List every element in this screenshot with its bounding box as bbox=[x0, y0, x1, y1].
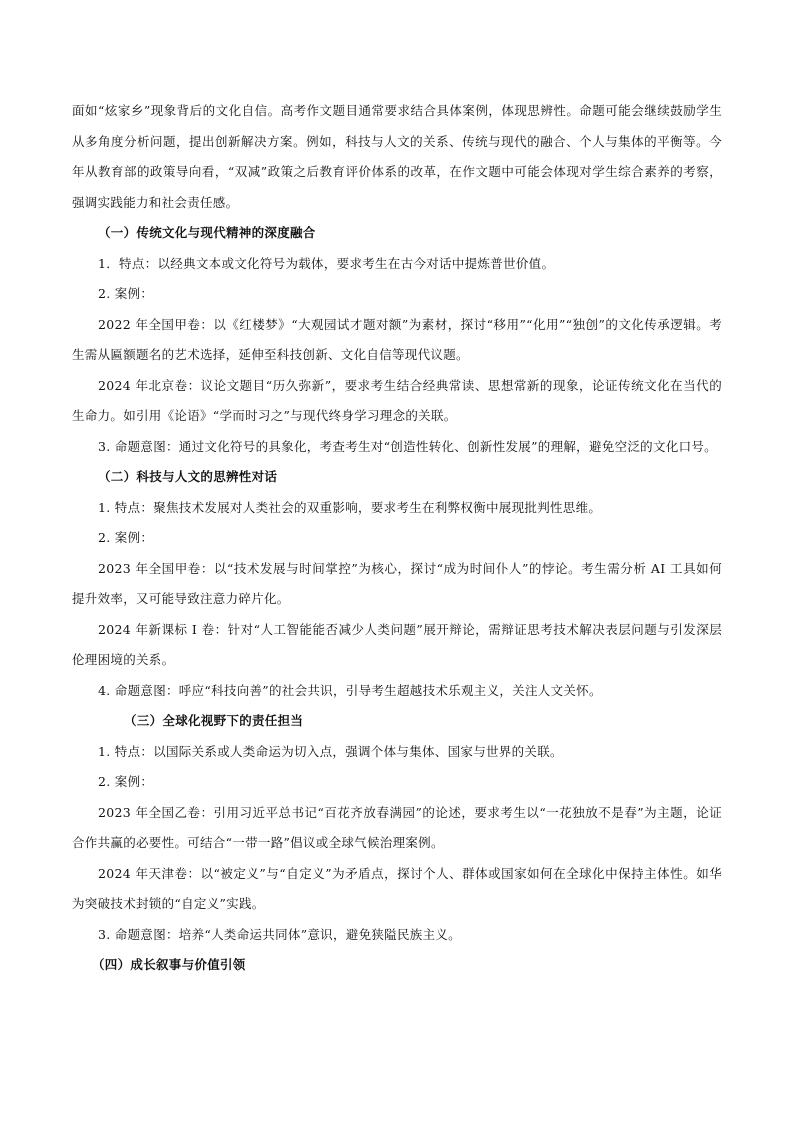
section-3-case-label: 2. 案例： bbox=[98, 774, 154, 789]
section-2-feature: 1. 特点：聚焦技术发展对人类社会的双重影响，要求考生在利弊权衡中展现批判性思维。 bbox=[98, 499, 602, 515]
intro-paragraph: 面如“炫家乡”现象背后的文化自信。高考作文题目通常要求结合具体案例，体现思辨性。命题可能会继续鼓励学生从多角度分析问题，提出创新解决方案。例如，科技与人文的关系、传统与现代的融合、个人与集体的平衡等。今年从教育部的政策导向看，“双减”政策之后教育评价体系的改革，在作文题中可能会体现对学生综合素养的考察，强调实践能力和社会责任感。 bbox=[72, 103, 722, 210]
section-heading-2: （二）科技与人文的思辨性对话 bbox=[98, 469, 278, 484]
section-2-case-1: 2023 年全国甲卷：以“技术发展与时间掌控”为核心，探讨“成为时间仆人”的悖论。考生需分析 AI 工具如何提升效率，又可能导致注意力碎片化。 bbox=[72, 560, 722, 606]
section-1-case-2: 2024 年北京卷：议论文题目“历久弥新”，要求考生结合经典常读、思想常新的现象，论证传统文化在当代的生命力。如引用《论语》“学而时习之”与现代终身学习理念的关联。 bbox=[72, 377, 722, 423]
section-heading-1: （一）传统文化与现代精神的深度融合 bbox=[98, 225, 316, 240]
document-body bbox=[72, 96, 722, 981]
section-1-case-1: 2022 年全国甲卷：以《红楼梦》“大观园试才题对额”为素材，探讨“移用”“化用”“独创”的文化传承逻辑。考生需从匾额题名的艺术选择，延伸至科技创新、文化自信等现代议题。 bbox=[72, 316, 722, 362]
section-1-feature: 1．特点：以经典文本或文化符号为载体，要求考生在古今对话中提炼普世价值。 bbox=[98, 255, 555, 271]
section-3-feature: 1. 特点：以国际关系或人类命运为切入点，强调个体与集体、国家与世界的关联。 bbox=[98, 743, 563, 759]
section-3-case-2: 2024 年天津卷：以“被定义”与“自定义”为矛盾点，探讨个人、群体或国家如何在全球化中保持主体性。如华为突破技术封锁的“自定义”实践。 bbox=[72, 865, 722, 911]
section-2-intent: 4. 命题意图：呼应“科技向善”的社会共识，引导考生超越技术乐观主义，关注人文关怀。 bbox=[98, 682, 602, 698]
section-heading-4: （四）成长叙事与价值引领 bbox=[92, 957, 246, 972]
section-3-case-1: 2023 年全国乙卷：引用习近平总书记“百花齐放春满园”的论述，要求考生以“一花独放不是春”为主题，论证合作共赢的必要性。可结合“一带一路”倡议或全球气候治理案例。 bbox=[72, 804, 722, 850]
section-2-case-label: 2. 案例： bbox=[98, 530, 154, 545]
section-1-intent: 3. 命题意图：通过文化符号的具象化，考查考生对“创造性转化、创新性发展”的理解，避免空泛的文化口号。 bbox=[98, 438, 717, 454]
section-1-case-label: 2. 案例： bbox=[98, 286, 154, 301]
section-3-intent: 3. 命题意图：培养“人类命运共同体”意识，避免狭隘民族主义。 bbox=[98, 926, 461, 942]
section-heading-3: （三）全球化视野下的责任担当 bbox=[124, 713, 304, 728]
section-2-case-2: 2024 年新课标 I 卷：针对“人工智能能否减少人类问题”展开辩论，需辩证思考技术解决表层问题与引发深层伦理困境的关系。 bbox=[72, 621, 722, 667]
